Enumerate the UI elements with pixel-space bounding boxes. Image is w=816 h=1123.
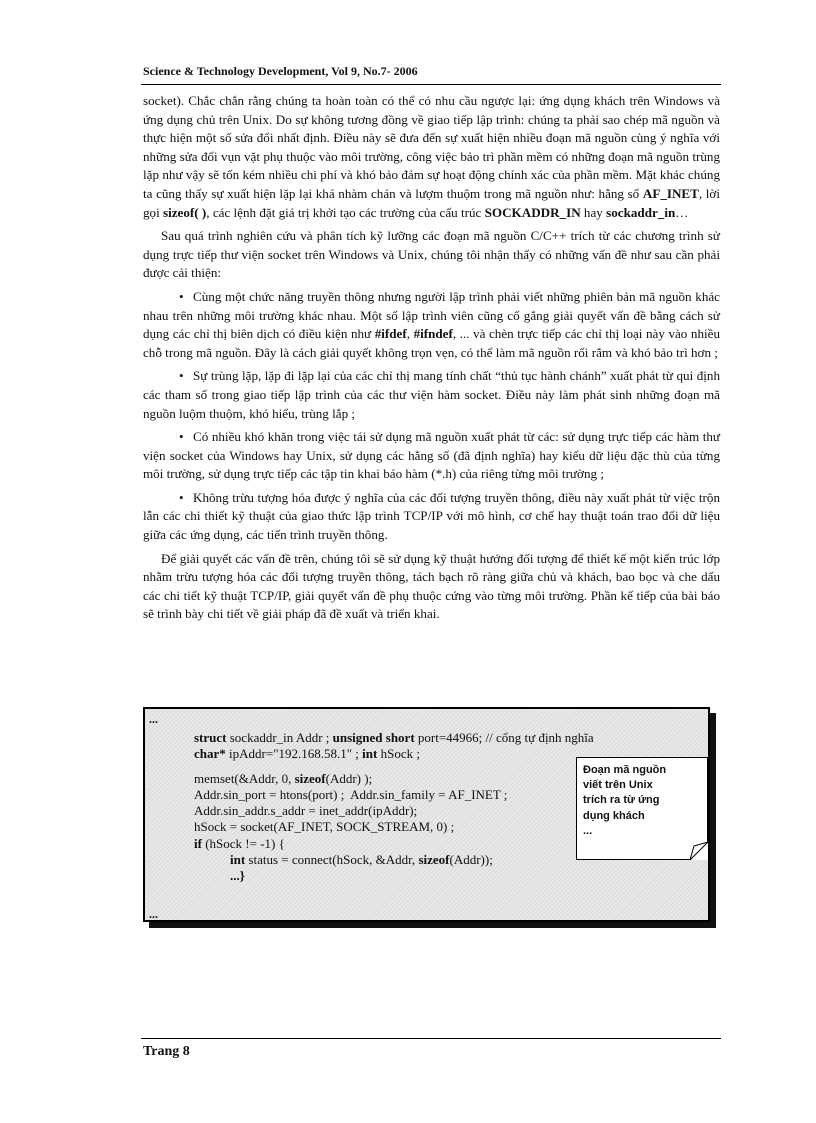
code-line-6: hSock = socket(AF_INET, SOCK_STREAM, 0) ; xyxy=(194,819,455,835)
folded-corner-icon xyxy=(690,842,708,860)
bullet-1-text-2: , ... và chèn trực tiếp các chỉ thị loại này vào nhiều chỗ trong mã nguồn. Đây là cách giải quyết không trọn vẹn, có thể làm mã nguồn rối rắm và khó bảo trì hơn ; xyxy=(143,326,720,360)
sockaddr-in-upper-term: SOCKADDR_IN xyxy=(484,204,581,220)
note-line-5: ... xyxy=(583,824,593,837)
sockaddr-in-lower-term: sockaddr_in xyxy=(606,204,676,220)
bullet-icon: • xyxy=(179,429,184,445)
code-top-ellipsis: ... xyxy=(149,712,158,726)
code-keyword: struct xyxy=(194,730,227,745)
code-keyword: int xyxy=(230,852,246,868)
code-keyword: if xyxy=(194,835,202,851)
code-text: (Addr)); xyxy=(449,852,493,868)
header-rule xyxy=(141,84,721,85)
code-line-8 xyxy=(194,852,594,868)
paragraph-1-text-2: , lời gọi xyxy=(143,185,720,220)
bullet-item-3 xyxy=(143,428,720,484)
code-text: ipAddr="192.168.58.1" ; xyxy=(225,746,363,762)
article-body xyxy=(143,92,720,624)
bullet-1-text: Cùng một chức năng truyền thông nhưng người lập trình phải viết những phiên bản mã nguồn khác nhau trên những môi trường khác nhau. Một số lập trình viên cũng cố gắng giải quyết vấn đề bằng cách sử dụng các chỉ thị biên dịch có điều kiện như xyxy=(143,288,720,342)
code-line-2 xyxy=(194,746,594,762)
footer-rule xyxy=(141,1038,721,1039)
note-line-2: viết trên Unix xyxy=(583,779,653,792)
code-text: sockaddr_in Addr ; xyxy=(226,730,333,745)
code-text: memset(&Addr, 0, xyxy=(194,770,295,786)
code-text: port=44966; // cổng tự định nghĩa xyxy=(414,730,594,745)
code-keyword: sizeof xyxy=(294,770,326,786)
note-line-4: dụng khách xyxy=(583,809,645,822)
paragraph-2: Sau quá trình nghiên cứu và phân tích kỹ lưỡng các đoạn mã nguồn C/C++ trích từ các chương trình sử dụng trực tiếp thư viện socket trên Windows và Unix, chúng tôi nhận thấy có những vấn đề như sau cần phải được cải thiện: xyxy=(143,228,720,281)
code-text: status = connect(hSock, &Addr, xyxy=(245,852,419,868)
code-lines xyxy=(194,730,594,885)
ifndef-term: #ifndef xyxy=(413,326,453,342)
code-line-5: Addr.sin_addr.s_addr = inet_addr(ipAddr); xyxy=(194,803,418,819)
callout-note xyxy=(576,757,708,860)
code-text: (Addr) ); xyxy=(325,770,373,786)
paragraph-3: Để giải quyết các vấn đề trên, chúng tôi sẽ sử dụng kỹ thuật hướng đối tượng để thiết kế một kiến trúc lớp nhằm trừu tượng hóa các đối tượng truyền thông, tách bạch rõ ràng giữa chủ và khách, bao bọc và che dấu các chi tiết kỹ thuật TCP/IP, giải quyết vấn đề phụ thuộc cứng vào từng môi trường. Phần kế tiếp của bài báo sẽ trình bày chi tiết về giải pháp đã đề xuất và triển khai. xyxy=(143,550,720,622)
bullet-item-2 xyxy=(143,367,720,423)
code-keyword: char* xyxy=(194,746,226,762)
code-line-9 xyxy=(194,868,594,884)
code-line-1 xyxy=(194,730,594,746)
bullet-2-text: Sự trùng lặp, lặp đi lặp lại của các chỉ thị mang tính chất “thủ tục hành chánh” xuất phát từ qui định các tham số trong giao tiếp lập trình của các thư viện hàm socket. Điều này làm phát sinh những đoạn mã nguồn luộm thuộm, khó hiểu, trùng lắp ; xyxy=(143,368,720,421)
bullet-icon: • xyxy=(179,489,184,505)
code-line-7 xyxy=(194,836,594,852)
running-header: Science & Technology Development, Vol 9, No.7- 2006 xyxy=(143,64,418,78)
code-text: ...} xyxy=(230,868,245,884)
sizeof-term: sizeof( ) xyxy=(163,204,207,220)
code-line-4: Addr.sin_port = htons(port) ; Addr.sin_family = AF_INET ; xyxy=(194,786,508,802)
bullet-3-text: Có nhiều khó khăn trong việc tái sử dụng mã nguồn xuất phát từ các: sử dụng trực tiếp các hàm thư viện socket của Windows hay Unix, sử dụng các hằng số (đã định nghĩa) hay kiểu dữ liệu đặc thù của từng môi trường, sử dụng trực tiếp các tập tin khai báo hàm (*.h) của riêng từng môi trường ; xyxy=(143,429,720,482)
code-line-3 xyxy=(194,771,594,787)
note-line-3: trích ra từ ứng xyxy=(583,794,660,807)
ifdef-term: #ifdef xyxy=(374,326,407,342)
bullet-item-4 xyxy=(143,489,720,545)
paragraph-1 xyxy=(143,92,720,222)
af-inet-term: AF_INET xyxy=(642,185,699,201)
code-keyword: int xyxy=(362,746,378,762)
code-listing-box xyxy=(143,707,710,922)
code-text: (hSock != -1) { xyxy=(201,835,285,851)
paragraph-1-text-4: hay xyxy=(580,204,603,220)
bullet-icon: • xyxy=(179,288,184,304)
code-keyword: sizeof xyxy=(418,852,450,868)
bullet-icon: • xyxy=(179,368,184,384)
bullet-1-comma: , xyxy=(406,326,410,342)
page-number: Trang 8 xyxy=(143,1044,190,1059)
bullet-item-1 xyxy=(143,288,720,362)
code-keyword: unsigned short xyxy=(332,730,415,745)
code-bottom-ellipsis: ... xyxy=(149,907,158,921)
bullet-4-text: Không trừu tượng hóa được ý nghĩa của các đối tượng truyền thông, điều này xuất phát từ việc trộn lẫn các chi thiết kỹ thuật của giao thức lập trình TCP/IP với mô hình, cơ chế hay thuật toán trao đổi dữ liệu giữa các ứng dụng, các tiến trình truyền thông. xyxy=(143,489,720,543)
paragraph-1-ellipsis: … xyxy=(675,204,689,220)
note-line-1: Đoạn mã nguồn xyxy=(583,764,667,776)
code-text: hSock ; xyxy=(377,746,420,762)
paragraph-1-text-3: , các lệnh đặt giá trị khởi tạo các trường của cấu trúc xyxy=(206,204,482,220)
paragraph-1-text: socket). Chắc chắn rằng chúng ta hoàn toàn có thể có nhu cầu ngược lại: ứng dụng khách trên Windows và ứng dụng chủ trên Unix. Do sự không tương đồng về giao tiếp lập trình: chúng ta phải sao chép mã nguồn và thực hiện một số sửa đổi nhất định. Điều này sẽ đưa đến sự xuất hiện nhiều đoạn mã nguồn cùng ý nghĩa với những sửa đổi vụn vặt phụ thuộc vào môi trường, công việc bảo trì phần mềm có những đoạn mã nguồn trùng lặp như vậy sẽ tốn kém nhiều chi phí và khó bảo đảm sự hoạt động chính xác của phần mềm. Mặt khác chúng ta cũng thấy sự xuất hiện lặp lại khá nhàm chán và lượm thuộm trong mã nguồn như: hằng số xyxy=(143,93,720,201)
